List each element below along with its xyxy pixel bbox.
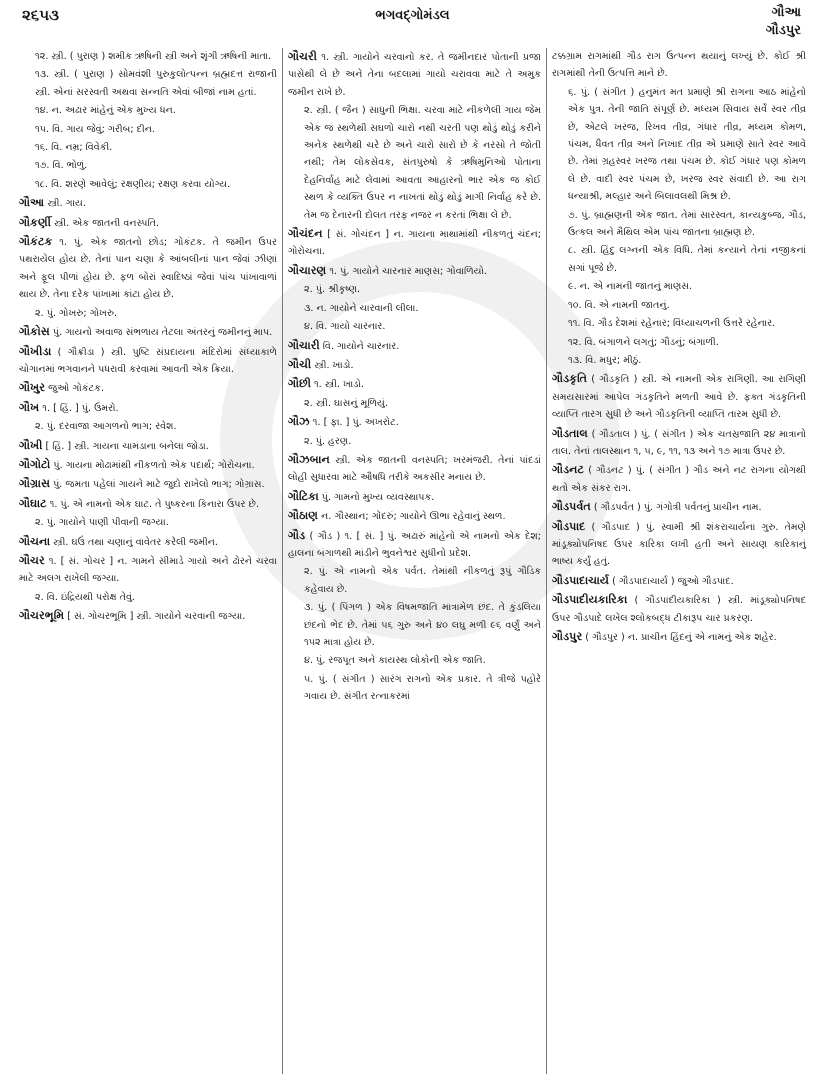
dictionary-entry [19,48,277,65]
headword: ગૌડપુર [552,630,583,643]
dictionary-entry [288,413,541,431]
definition-text: ૧૩. વિ. મધુર; મીઠું. [568,354,642,366]
definition-text: ૧. પું. એ નામનો એક ઘાટ. તે પુષ્કરના કિનારા ઉપર છે. [46,498,259,510]
definition-text: પું. ગાયનો અવાજ સંભળાય તેટલા અંતરનું જમીનનું માપ. [49,327,273,339]
definition-text: ૨. પું. દરવાજા આગળનો ભાગ; રવેશ. [35,421,177,433]
definition-text: સ્ત્રી. એક જાતની વનસ્પતિ; ખરમંજરી. તેનાં પાંદડાં લોહી સુધારવા માટે ઔષધિ તરીકે અકસીર મનાય છે. [288,454,541,484]
definition-text: સ્ત્રી. એક જાતની વનસ્પતિ. [50,217,160,229]
headword: ગૌખી [19,438,43,452]
dictionary-entry [552,628,806,646]
page-title: ભગવદ્ગોમંડલ [375,8,450,23]
headword: ગૌઝ [288,415,310,429]
definition-text: ૧૨. સ્ત્રી. ( પુરાણ ) શમીક ઋષિની સ્ત્રી અને શૃંગી ઋષિની માતા. [35,51,272,62]
dictionary-entry [288,225,541,261]
dictionary-entry [288,507,541,525]
definition-text: ૪. પું. રજપૂત અને કાયસ્થ લોકોની એક જાતિ. [304,655,486,667]
dictionary-entry [19,214,277,232]
dictionary-entry [19,102,277,119]
headword: ગૌચારી [288,338,320,352]
headword: ગૌડપાદાચાર્ય [552,573,610,587]
dictionary-entry [288,48,541,101]
definition-text: ( ગૌડ ) ૧. [ સં. ] પું. અઢારું માંહેનો એ નામનો એક દેશ; હાલના બંગાળથી માંડીને ભુવનેશ્વર સુધીનો પ્રદેશ. [288,530,541,559]
dictionary-entry [19,305,277,322]
definition-text: ૪. વિ. ગાયો ચારનાર. [304,321,386,333]
headword: ગૌચરી [288,50,317,63]
dictionary-entry [288,356,541,374]
definition-text: [ સં. ગોચરભૂમિ ] સ્ત્રી. ગાયોને ચરવાની જગ્યા. [64,611,246,623]
headword: ગૌઘાટ [19,496,47,510]
dictionary-entry [288,375,541,393]
dictionary-entry [19,456,277,474]
definition-text: ૨. પું. શ્રીકૃષ્ણ. [304,284,361,296]
headword: ગૌગ્રાસ [19,477,51,491]
dictionary-entry [19,157,277,174]
dictionary-entry [288,102,541,224]
dictionary-entry [19,343,277,379]
definition-text: ૨. પું. ગોખરુ; ગોખરુ. [35,307,118,319]
dictionary-entry [552,518,806,571]
headword: ગૌટિકા [288,489,319,503]
dictionary-entry [19,475,277,493]
definition-text: ૭. પું. બ્રાહ્મણની એક જાત. તેમાં સારસ્વત, કાન્યકુબ્જ, ગૌડ, ઉત્કલ અને મૈથિલ એમ પાંચ જાતના બ્રાહ્મણ છે. [568,209,806,239]
headword: ગૌગોટો [19,457,51,471]
definition-text: ( ગૌડપાદાચાર્ય ) જુઓ ગૌડપાદ. [609,575,734,587]
definition-text: સ્ત્રી. ખાડો. [311,359,354,371]
definition-text: ૨. પું. હરણ. [304,435,352,447]
definition-text: ૧. સ્ત્રી. ગાયોને ચરવાનો કર. તે જમીનદાર પોતાની પ્રજા પાસેથી લે છે અને તેના બદલામાં ગાયો ચરાવવા માટે તે અમુક જમીન રાખે છે. [288,52,541,98]
definition-text: ( ગૌડકૃતિ ) સ્ત્રી. એ નામની એક રાગિણી. આ રાગિણી સમયસારમાં આપેલ ગંડકૃતિને મળતી આવે છે. ફક્ત ગંડકૃતિની વ્યાપ્તિ તારગ સુધી છે અને ગૌડકૃતિની વ્યાપ્તિ તારમ સુધી છે. [552,374,806,421]
definition-text: ૧૪. ન. અઢાર માંહેનું એક મુખ્ય ધન. [35,105,176,117]
dictionary-entry [288,488,541,506]
dictionary-entry [19,323,277,341]
headword: ગૌઆ [19,196,45,210]
dictionary-entry [288,281,541,298]
definition-text: ૧. [ સં. ગોચર ] ન. ગામને સીમાડે ગાયો અને ઢોરને ચરવા માટે અલગ રાખેલી જગ્યા. [19,555,277,585]
headword: ગૌડપાદીયકારિકા [552,593,628,607]
headword: ગૌડ [288,528,306,542]
headword: ગૌચર [19,553,45,567]
dictionary-entry [288,433,541,450]
definition-text: ૧. પું. ગાયોને ચારનાર માણસ; ગોવાળિયો. [326,265,487,277]
headword: ગૌડકૃતિ [552,372,588,386]
dictionary-entry [19,233,277,304]
definition-text: ૧૮. વિ. શરણે આવેલું; રક્ષણીય; રક્ષણ કરવા યોગ્ય. [35,178,231,190]
dictionary-entry [552,334,806,351]
column-2 [282,48,547,1074]
definition-text: ( ગૌડપુર ) ન. પ્રાચીન હિંદનું એ નામનું એક શહેર. [582,632,777,643]
dictionary-entry [19,66,277,101]
headword: ગૌકોસ [19,325,50,339]
definition-text: સ્ત્રી. ઘઉં તથા ચણાનું વાવેતર કરેલી જમીન. [50,536,218,548]
dictionary-entry [19,176,277,193]
definition-text: ૧૦. વિ. એ નામની જાતનું. [568,299,670,311]
definition-text: પું. ગાયના મોઢામાંથી નીકળતો એક પદાર્થ; ગોરોચના. [50,459,255,471]
definition-text: ૩. પું. ( પિંગળ ) એક વિષમજાતિ માત્રામેળ છંદ. તે કુંડલિયા છંદનો ભેદ છે. તેમાં ૫૬ ગુરુ અને ૪૦ લઘુ મળી ૯૬ વર્ણું અને ૧૫૨ માત્રા હોય છે. [304,602,541,648]
dictionary-entry [552,461,806,497]
dictionary-entry [19,121,277,138]
dictionary-entry [552,370,806,423]
definition-text: ( ગૌક્રીડા ) સ્ત્રી. પુષ્ટિ સંપ્રદાયના મંદિરોમાં સંધ્યાકાળે ચોગાનમાં ભગવાનને પધરાવી કરવામાં આવતી એક ક્રિયા. [19,346,277,375]
definition-text: ૧૩. સ્ત્રી. ( પુરાણ ) સોમવંશી પુરુકુલોત્પન્ન બ્રહ્મદત્ત રાજાની સ્ત્રી. એનાં સરસ્વતી અથવા સન્નતિ એવાં બીજાં નામ હતાં. [35,69,277,98]
headword: ગૌચંદન [288,227,323,241]
guide-word-first: ગૌઆ [771,5,801,20]
headword: ગૌડપર્વત [552,500,591,514]
definition-text: ૧૫. વિ. ગાય જેવું; ગરીબ; દીન. [35,123,155,135]
dictionary-entry [19,379,277,397]
headword: ગૌચરભૂમિ [19,609,65,623]
definition-text: ૩. ન. ગાયોને ચારવાની લીલા. [304,302,419,314]
headword: ગૌઠાણ [288,509,319,523]
column-3 [547,48,811,1074]
dictionary-entry [552,207,806,242]
definition-text: સ્ત્રી. ગાય. [44,198,86,210]
dictionary-entry [19,495,277,513]
guide-word-last: ગૌડપુર [765,23,801,38]
headword: ગૌચના [19,534,51,548]
headword: ગૌછી [288,377,311,391]
definition-text: ( ગૌડપર્વત ) પું. ગંગોત્રી પર્વતનું પ્રાચીન નામ. [590,502,762,514]
headword: ગૌખુર [19,381,46,395]
dictionary-entry [288,300,541,317]
definition-text: જુઓ ગોકંટક. [45,383,104,395]
definition-text: ( ગૌડપાદીયકારિકા ) સ્ત્રી. માંડૂક્યોપનિષદ ઉપર ગૌડપાદે લખેલ શ્લોકબદ્ધ ટીકારૂપ ચાર પ્રકરણ. [552,595,806,624]
dictionary-entry [19,552,277,588]
dictionary-entry [552,48,806,83]
dictionary-entry [552,242,806,277]
definition-text: ૨. વિ. ઇંદ્રિયથી પરોક્ષ તેવું. [35,591,135,603]
definition-text: ૧. સ્ત્રી. ખાડો. [310,379,364,391]
dictionary-entry [552,84,806,206]
headword: ગૌડનટ [552,463,585,477]
headword: ગૌકંટક [19,235,53,249]
columns [14,48,811,1074]
dictionary-entry [288,652,541,669]
dictionary-entry [19,437,277,455]
dictionary-entry [552,498,806,516]
dictionary-entry [552,572,806,590]
dictionary-entry [552,425,806,461]
dictionary-entry [288,262,541,280]
headword: ગૌચારણ [288,263,327,277]
definition-text: ૧૧. વિ. ગૌડ દેશમાં રહેનાર; વિંધ્યાચળની ઉત્તરે રહેનાર. [568,318,776,330]
definition-text: પું. જમતા પહેલાં ગાયને માટે જુદો રાખેલો ભાગ; ગોગ્રાસ. [50,479,265,491]
dictionary-entry [19,533,277,551]
dictionary-entry [288,337,541,355]
dictionary-entry [288,599,541,651]
dictionary-entry [19,607,277,625]
definition-text: વિ. ગાયોને ચારનાર. [319,340,400,352]
definition-text: ૧. [ ફા. ] પું. અખરોટ. [309,417,399,429]
definition-text: ન. ગૌસ્થાન; ગોંદરું; ગાયોને ઊભા રહેવાનું સ્થળ. [318,511,506,523]
headword: ગૌકર્ણી [19,215,51,229]
headword: ગૌઝબાન [288,452,330,466]
definition-text: [ સં. ગોચંદન ] ન. ગાયના માથામાંથી નીકળતું ચંદન; ગોરોચના. [288,229,541,258]
headword: ગૌચી [288,357,312,371]
dictionary-entry [19,418,277,435]
dictionary-entry [288,671,541,706]
definition-text: ૨. સ્ત્રી. ઘાસનું મૂળિયું. [304,397,388,409]
dictionary-entry [19,514,277,531]
page-number: ૨૬૫૩ [22,6,60,24]
dictionary-entry [552,352,806,369]
definition-text: ૬. પું. ( સંગીત ) હનુમંત મત પ્રમાણે શ્રી રાગના આઠ માંહેનો એક પુત્ર. તેની જાતિ સંપૂર્ણ છે. મધ્યમ સિવાય સર્વે સ્વર તીવ્ર છે, એટલે ખરજ, રિખવ તીવ્ર, ગંધાર તીવ્ર, મધ્યમ કોમળ, પંચમ, ધૈવત તીવ્ર અને નિખાદ તીવ્ર એ પ્રમાણે સાતે સ્વર આવે છે. તેમાં ગ્રહસ્વર ખરજ તથા પંચમ છે. કોઈ ગંધાર પણ કોમળ લે છે. વાદી સ્વર પંચમ છે, ખરજ સ્વર સંવાદી છે. આ રાગ ધન્યાશ્રી, મલ્હાર અને બિલાવલથી મિશ્ર છે. [568,86,806,203]
definition-text: ટક્કગ્રામ રાગમાંથી ગૌડ રાગ ઉત્પન્ન થયાનું લખ્યું છે. કોઈ શ્રી રાગમાંથી તેની ઉત્પત્તિ માને છે. [552,51,806,80]
definition-text: ૧૨. વિ. બંગાળને લગતું; ગૌડનું; બંગાળી. [568,336,719,348]
headword: ગૌખીડા [19,344,52,358]
headword: ગૌડપાદ [552,519,586,533]
dictionary-entry [552,278,806,295]
definition-text: ( ગૌડપાદ ) પું. સ્વામી શ્રી શંકરાચાર્યના ગુરુ. તેમણે માંડૂક્યોપનિષદ ઉપર કારિકા લખી હતી અને સાયણ કારિકાનું ભાષ્ય કર્યું હતું. [552,521,806,568]
definition-text: ૧૬. વિ. નમ્ર; વિવેકી. [35,142,113,154]
dictionary-entry [19,139,277,156]
dictionary-entry [19,589,277,606]
definition-text: [ હિં. ] સ્ત્રી. ગાયના ચામડાના બનેલા જોડા. [42,440,209,452]
dictionary-entry [288,395,541,412]
definition-text: ૮. સ્ત્રી. હિંદુ લગ્નની એક વિધિ. તેમાં કન્યાને તેનાં નજીકનાં સગાં પૂજે છે. [568,245,806,274]
definition-text: ૧. પું. એક જાતનો છોડ; ગોકંટક. તે જમીન ઉપર પથરાયેલ હોય છે. તેનાં પાન ચણા કે આંબલીનાં પાન જેવાં ઝીણાં અને ફૂલ પીળાં હોય છે. ફળ બોરાં સ્વાદિષ્ઠાં જેવાં પાંચ પાંખાવાળાં થાય છે. તેના દરેક પાંખામાં કાંટા હોય છે. [19,237,277,301]
definition-text: ૨. સ્ત્રી. ( જૈન ) સાધુની ભિક્ષા. ચરવા માટે નીકળેલી ગાય જેમ એક જ સ્થળેથી સઘળો ચારો નથી ચરતી પણ થોડું થોડું કરીને અનેક સ્થળેથી ચરે છે અને ચારો સારો છે કે નરસો તે જોતી નથી; તેમ લોકસેવક, સંતપુરુષો કે ઋષિમુનિઓ પોતાના દેહનિર્વાહ માટે લેવામાં આવતા આહારનો ભાર એક જ કોઈ સ્થળ કે વ્યક્તિ ઉપર ન નાખતાં થોડું થોડું માગી નિર્વાહ કરે છે. તેમ જ દેનારની દોલત તરફ નજર ન કરતાં ભિક્ષા લે છે. [304,105,541,221]
headword: ગૌખ [19,400,40,414]
definition-text: પું. ગામનો મુખ્ય વ્યવસ્થાપક. [318,491,435,503]
dictionary-entry [19,399,277,417]
definition-text: ૨. પું. ગાયોને પાણી પીવાની જગ્યા. [35,517,169,529]
definition-text: ૯. ન. એ નામની જાતનું માણસ. [568,281,693,293]
dictionary-entry [552,591,806,627]
page-header [14,0,811,48]
guide-words [766,4,801,40]
definition-text: ૨. પું. એ નામનો એક પર્વત. તેમાંથી નીકળતું રૂપું ગૌડિક કહેવાય છે. [304,566,541,595]
definition-text: ( ગૌડતાલ ) પું. ( સંગીત ) એક ચતસ્રજાતિ ૨૪ માત્રાનો તાલ. તેનાં તાલસ્થાન ૧, ૫, ૯, ૧૧, ૧૩ અને ૧૭ માત્રા ઉપર છે. [552,428,806,457]
dictionary-entry [288,527,541,563]
dictionary-entry [288,563,541,598]
headword: ગૌડતાલ [552,426,588,440]
dictionary-entry [552,297,806,314]
dictionary-entry [19,194,277,212]
dictionary-entry [288,451,541,487]
column-1 [14,48,282,1074]
dictionary-entry [288,318,541,335]
definition-text: ( ગૌડનટ ) પું. ( સંગીત ) ગૌડ અને નટ રાગના યોગથી થતો એક સંકર રાગ. [552,465,806,494]
definition-text: ૧૭. વિ. ભોળું. [35,160,88,172]
definition-text: ૧. [ હિં. ] પું. ઉમરો. [39,402,119,414]
dictionary-entry [552,315,806,332]
definition-text: ૫. પું. ( સંગીત ) સારંગ રાગનો એક પ્રકાર. તે ત્રીજે પહોરે ગવાય છે. સંગીત રત્નાકરમાં [304,673,541,703]
